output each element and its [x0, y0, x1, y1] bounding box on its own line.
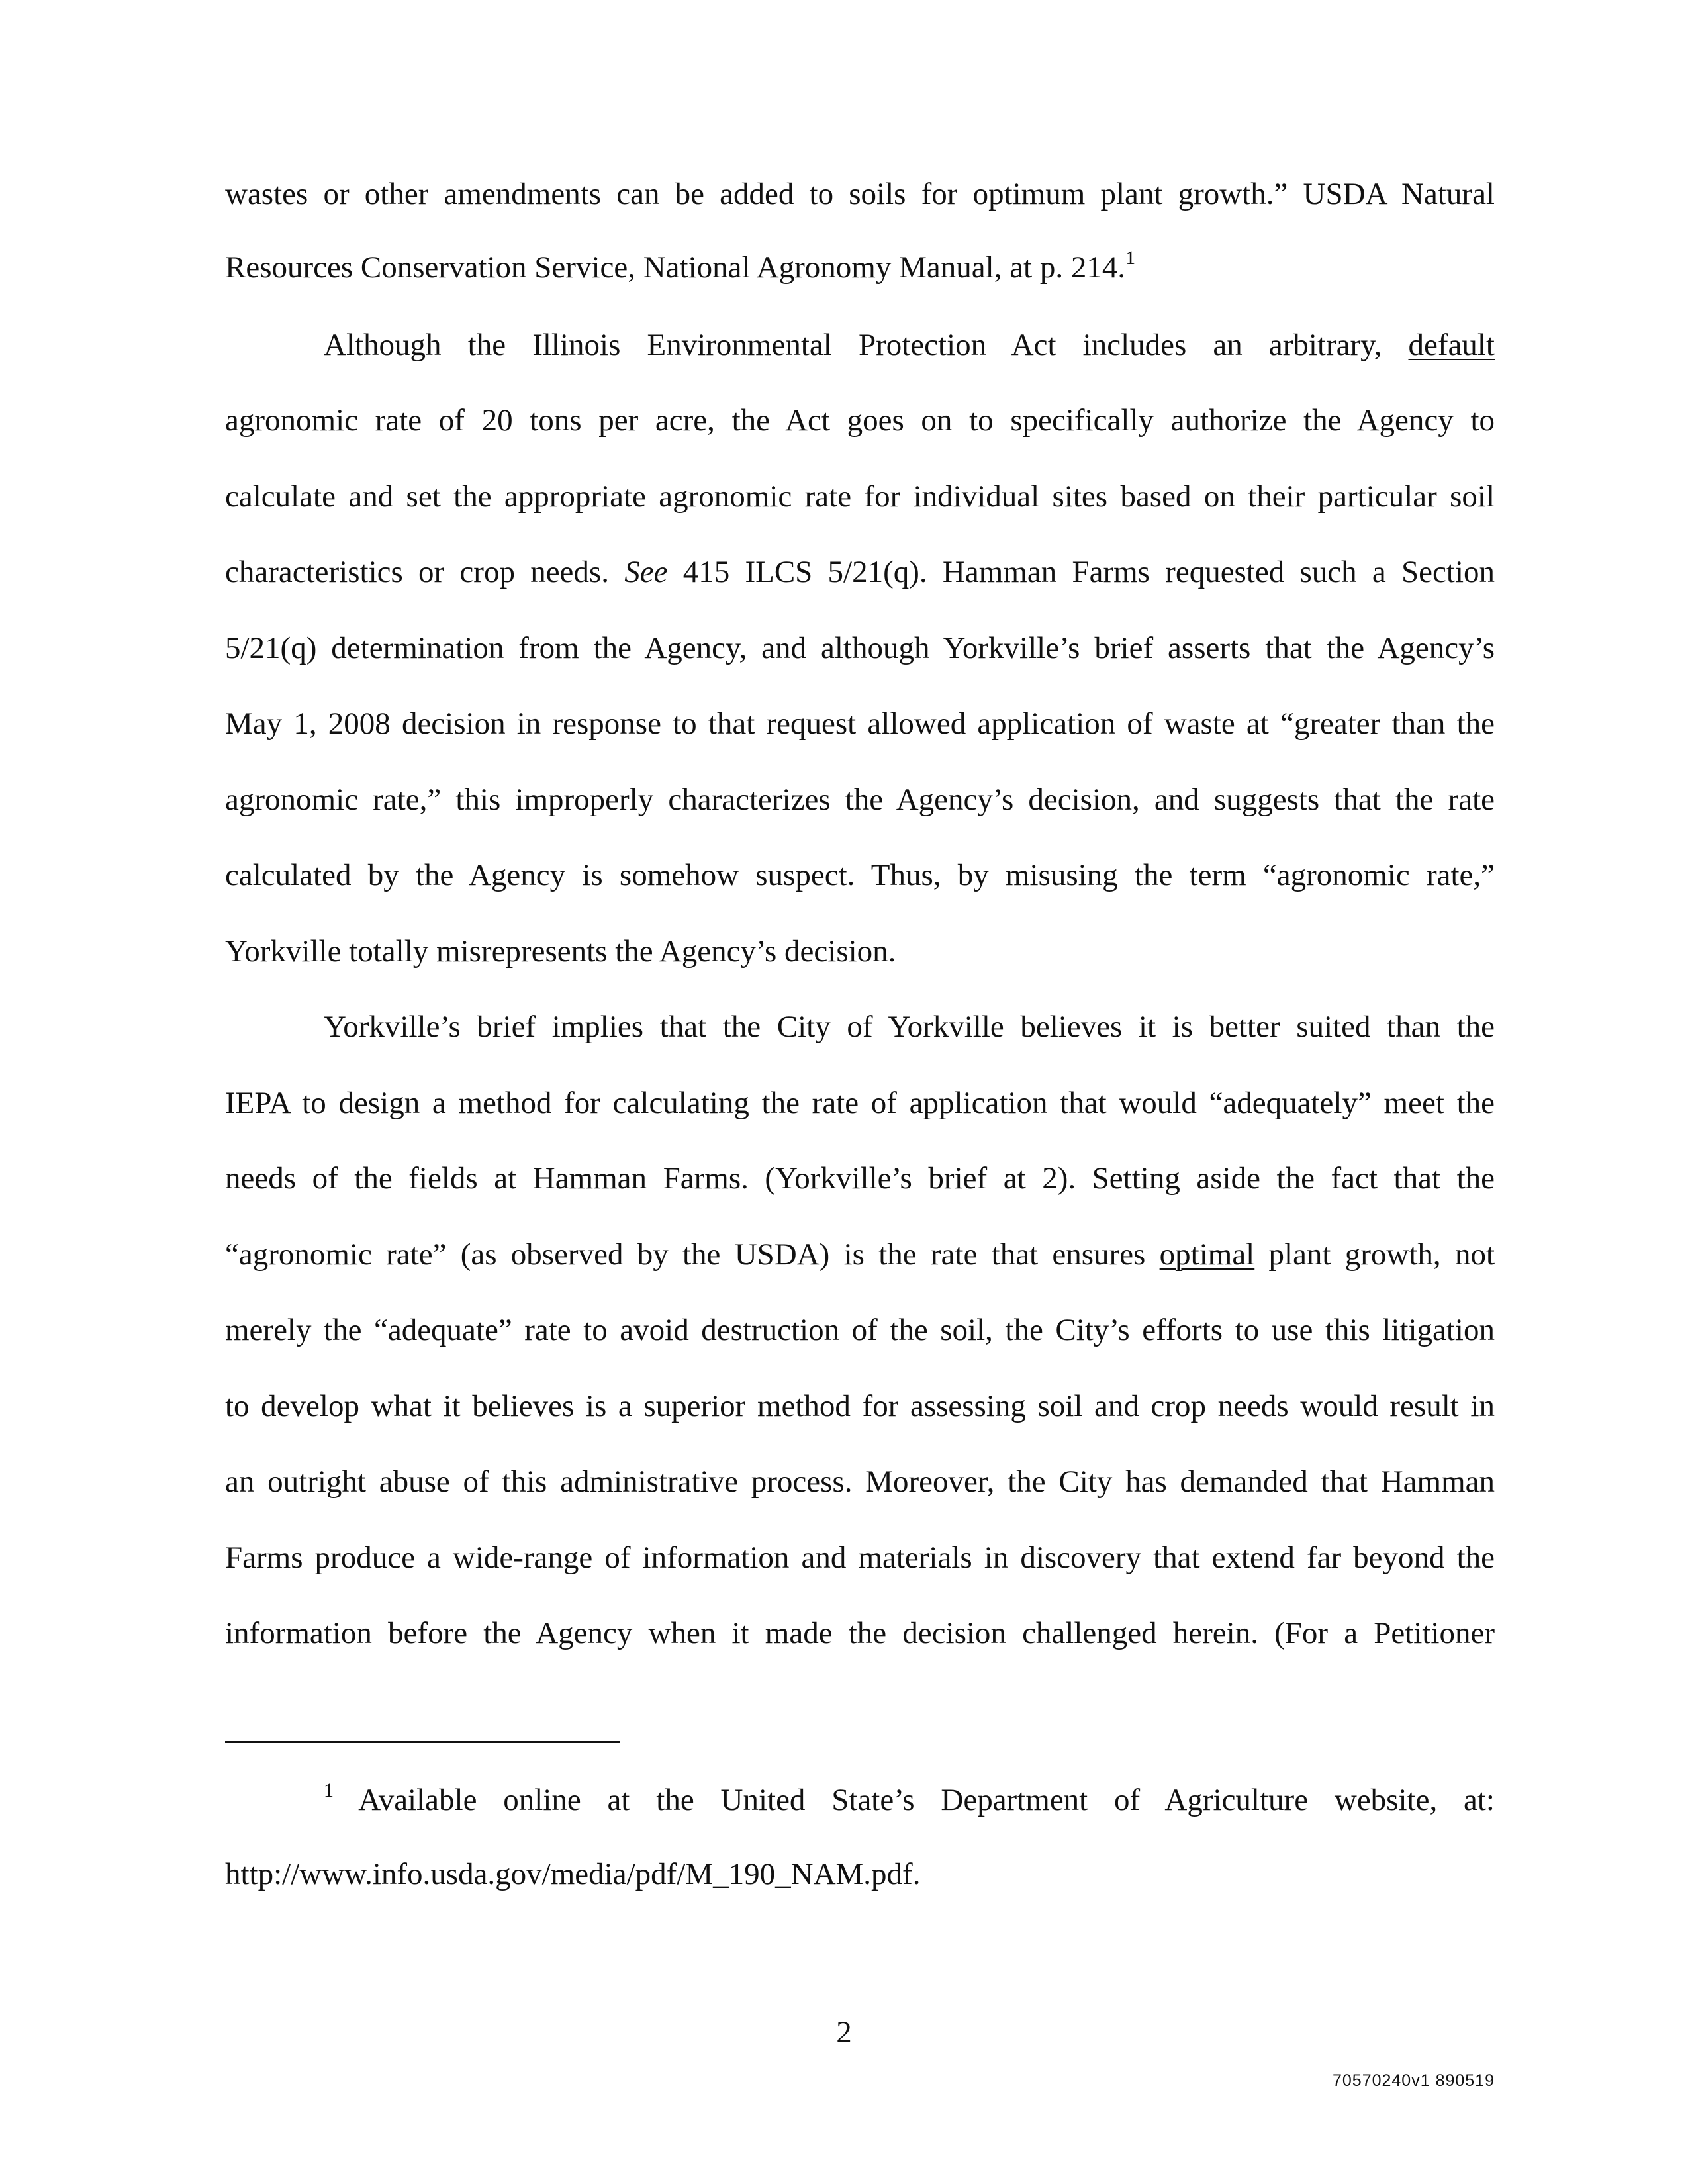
underlined-word: default — [1408, 328, 1495, 362]
body-text: “agronomic rate” (as observed by the USDA) is the rate that ensures — [225, 1237, 1146, 1272]
body-text: plant growth, not — [1268, 1237, 1495, 1272]
body-line: information before the Agency when it made the decision challenged herein. (For a Petitioner — [225, 1616, 1495, 1650]
document-id: 70570240v1 890519 — [1332, 2071, 1495, 2090]
footnote-number: 1 — [324, 1780, 334, 1801]
page-number: 2 — [836, 2015, 852, 2050]
body-text: 415 ILCS 5/21(q). Hamman Farms requested such a Section — [682, 555, 1495, 589]
footnote-url[interactable]: http://www.info.usda.gov/media/pdf/M_190_NAM.pdf. — [225, 1857, 921, 1891]
footnote-separator — [225, 1741, 620, 1743]
body-line: May 1, 2008 decision in response to that request allowed application of waste at “greater than the — [225, 706, 1495, 741]
footnote-line — [324, 1780, 1495, 1820]
body-line: calculate and set the appropriate agronomic rate for individual sites based on their particular soil — [225, 479, 1495, 514]
body-text: characteristics or crop needs. — [225, 555, 609, 589]
body-line: IEPA to design a method for calculating the rate of application that would “adequately” meet the — [225, 1086, 1495, 1120]
body-line: calculated by the Agency is somehow suspect. Thus, by misusing the term “agronomic rate,” — [225, 858, 1495, 892]
body-text: Although the Illinois Environmental Protection Act includes an arbitrary, — [324, 328, 1382, 362]
body-line: Yorkville totally misrepresents the Agency’s decision. — [225, 934, 896, 969]
citation-signal: See — [624, 555, 668, 589]
body-line: to develop what it believes is a superior method for assessing soil and crop needs would result in — [225, 1389, 1495, 1423]
body-line: an outright abuse of this administrative process. Moreover, the City has demanded that Hamman — [225, 1464, 1495, 1499]
body-line: agronomic rate,” this improperly characterizes the Agency’s decision, and suggests that the rate — [225, 783, 1495, 817]
body-line: Farms produce a wide-range of information and materials in discovery that extend far beyond the — [225, 1541, 1495, 1575]
footnote-text: Available online at the United State’s Department of Agriculture website, at: — [358, 1783, 1495, 1817]
body-line: 5/21(q) determination from the Agency, and although Yorkville’s brief asserts that the Agency’s — [225, 631, 1495, 665]
body-line: agronomic rate of 20 tons per acre, the Act goes on to specifically authorize the Agency to — [225, 403, 1495, 438]
body-line — [324, 325, 1495, 365]
footnote-reference[interactable]: 1 — [1125, 247, 1136, 269]
body-line — [225, 1235, 1495, 1274]
underlined-word: optimal — [1159, 1237, 1255, 1272]
body-line: wastes or other amendments can be added to soils for optimum plant growth.” USDA Natural — [225, 177, 1495, 211]
body-line — [225, 552, 1495, 592]
body-line: Yorkville’s brief implies that the City of Yorkville believes it is better suited than the — [324, 1010, 1495, 1044]
body-text: Resources Conservation Service, National Agronomy Manual, at p. 214. — [225, 250, 1126, 285]
body-line: merely the “adequate” rate to avoid destruction of the soil, the City’s efforts to use this litigation — [225, 1313, 1495, 1347]
body-line: needs of the fields at Hamman Farms. (Yorkville’s brief at 2). Setting aside the fact that the — [225, 1161, 1495, 1196]
body-line — [225, 248, 1495, 287]
